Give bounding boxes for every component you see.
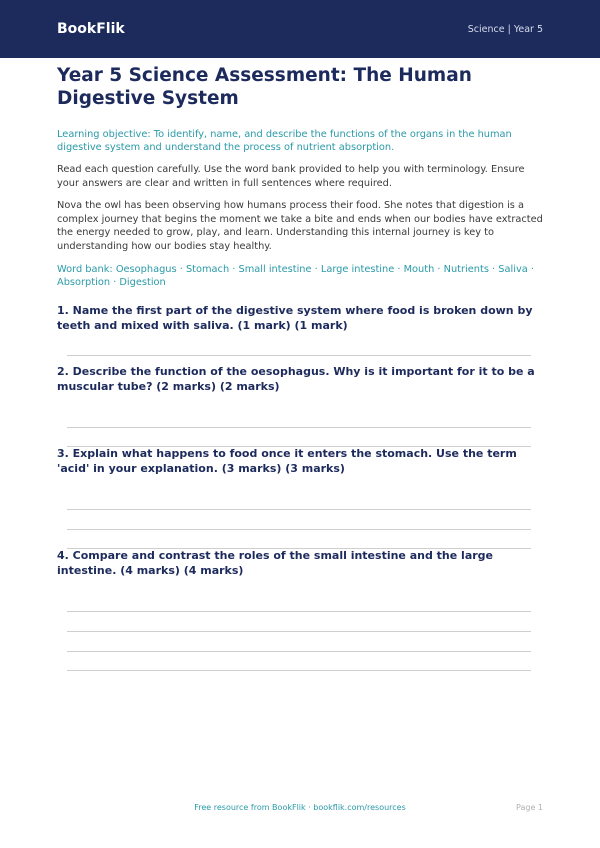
answer-line[interactable] — [67, 651, 531, 652]
question-3: 3. Explain what happens to food once it enters the stomach. Use the term 'acid' in your explanation. (3 marks) (3 marks) — [57, 447, 517, 475]
answer-line[interactable] — [67, 631, 531, 632]
breadcrumb: Science | Year 5 — [467, 23, 543, 35]
instructions-text: Read each question carefully. Use the word bank provided to help you with terminology. Ensure your answers are clear and written in full sentences where required. — [57, 164, 525, 189]
answer-line[interactable] — [67, 427, 531, 428]
footer-link[interactable]: Free resource from BookFlik · bookflik.com/resources — [194, 803, 406, 812]
answer-line[interactable] — [67, 611, 531, 612]
page-header — [0, 0, 600, 58]
answer-line[interactable] — [67, 529, 531, 530]
intro-text: Nova the owl has been observing how humans process their food. She notes that digestion is a complex journey that begins the moment we take a bite and ends when our bodies have extracted the energy needed to grow, play, and learn. Understanding this internal journey is key to understanding how our bodies stay healthy. — [57, 200, 543, 252]
answer-line[interactable] — [67, 355, 531, 356]
page-title: Year 5 Science Assessment: The Human Digestive System — [57, 65, 472, 109]
question-4: 4. Compare and contrast the roles of the small intestine and the large intestine. (4 marks) (4 marks) — [57, 549, 494, 577]
answer-line[interactable] — [67, 670, 531, 671]
page-number: Page 1 — [516, 803, 543, 812]
brand-logo[interactable]: BookFlik — [57, 21, 125, 37]
learning-objective: Learning objective: To identify, name, and describe the functions of the organs in the human digestive system and understand the process of nutrient absorption. — [57, 129, 512, 153]
question-2: 2. Describe the function of the oesophagus. Why is it important for it to be a muscular tube? (2 marks) (2 marks) — [57, 365, 535, 393]
word-bank: Word bank: Oesophagus · Stomach · Small intestine · Large intestine · Mouth · Nutrients · Saliva · Absorption · Digestion — [57, 264, 534, 288]
question-1: 1. Name the first part of the digestive system where food is broken down by teeth and mixed with saliva. (1 mark) (1 mark) — [57, 304, 533, 332]
answer-line[interactable] — [67, 509, 531, 510]
document-intro — [57, 64, 543, 289]
